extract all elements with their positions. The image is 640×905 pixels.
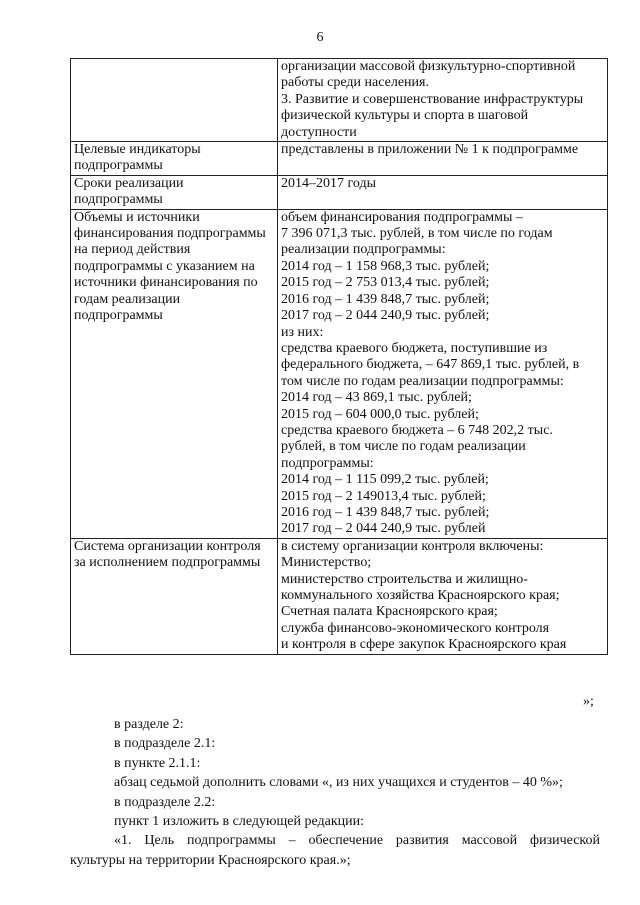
closing-quote: »; (583, 694, 594, 709)
page-number: 6 (316, 30, 324, 45)
text-line: служба финансово-экономического контроля (281, 620, 550, 636)
text-line: за исполнением подпрограммы (74, 555, 261, 571)
table-row (71, 538, 608, 654)
paragraph: в пункте 2.1.1: (114, 755, 201, 771)
text-line: Система организации контроля (74, 538, 261, 554)
text-line: работы среди населения. (281, 75, 429, 91)
text-line: 2014–2017 годы (281, 175, 377, 191)
table-cell-label (71, 538, 278, 654)
paragraph: пункт 1 изложить в следующей редакции: (114, 814, 364, 830)
text-line: подпрограммы (74, 308, 163, 324)
text-line: федерального бюджета, – 647 869,1 тыс. рублей, в (281, 357, 580, 373)
table-cell-label (71, 59, 278, 142)
table-cell-value (278, 142, 608, 176)
table-cell-value (278, 209, 608, 538)
paragraph: «1. Цель подпрограммы – обеспечение развития массовой физической (114, 833, 600, 849)
table-cell-value (278, 538, 608, 654)
text-line: подпрограммы (74, 158, 163, 174)
text-line: 2017 год – 2 044 240,9 тыс. рублей (281, 521, 486, 537)
text-line: организации массовой физкультурно-спортивной (281, 59, 576, 74)
text-line: Сроки реализации (74, 175, 184, 191)
text-line: рублей, в том числе по годам реализации (281, 439, 526, 455)
text-line: финансирования подпрограммы (74, 226, 266, 242)
text-line: подпрограммы (74, 192, 163, 208)
text-line: министерство строительства и жилищно- (281, 571, 528, 587)
amendment-text (70, 715, 600, 870)
text-line: в систему организации контроля включены: (281, 538, 544, 554)
text-line: 3. Развитие и совершенствование инфраструктуры (281, 91, 584, 107)
text-line: источники финансирования по (74, 275, 258, 291)
text-line: том числе по годам реализации подпрограммы: (281, 373, 564, 389)
text-line: Министерство; (281, 555, 372, 571)
text-line: коммунального хозяйства Красноярского края; (281, 588, 560, 603)
text-line: подпрограммы с указанием на (74, 258, 255, 274)
text-line: объем финансирования подпрограммы – (281, 209, 523, 225)
text-line: 2016 год – 1 439 848,7 тыс. рублей; (281, 504, 490, 520)
text-line: 2014 год – 1 115 099,2 тыс. рублей; (281, 472, 489, 488)
text-line: Объемы и источники (74, 209, 200, 225)
text-line: Счетная палата Красноярского края; (281, 604, 498, 620)
text-line: Целевые индикаторы (74, 142, 201, 158)
text-line: 7 396 071,3 тыс. рублей, в том числе по годам (281, 226, 553, 242)
text-line: и контроля в сфере закупок Красноярского края (281, 637, 567, 653)
table-cell-label (71, 142, 278, 176)
text-line: доступности (281, 124, 357, 140)
text-line: 2015 год – 604 000,0 тыс. рублей; (281, 406, 479, 422)
text-line: представлены в приложении № 1 к подпрограмме (281, 142, 579, 158)
table-row (71, 175, 608, 209)
text-line: средства краевого бюджета, поступившие из (281, 340, 548, 356)
subprogram-passport-table (70, 58, 608, 655)
table-cell-value (278, 175, 608, 209)
table-row (71, 142, 608, 176)
table-row (71, 59, 608, 142)
text-line: 2017 год – 2 044 240,9 тыс. рублей; (281, 308, 490, 324)
text-line: 2016 год – 1 439 848,7 тыс. рублей; (281, 291, 490, 307)
text-line: физической культуры и спорта в шаговой (281, 108, 529, 124)
table-cell-label (71, 209, 278, 538)
table-row (71, 209, 608, 538)
text-line: на период действия (74, 242, 191, 258)
table-cell-label (71, 175, 278, 209)
text-line: годам реализации (74, 291, 181, 307)
text-line: реализации подпрограммы: (281, 242, 446, 258)
text-line: 2014 год – 43 869,1 тыс. рублей; (281, 390, 472, 406)
text-line: средства краевого бюджета – 6 748 202,2 тыс. (281, 422, 553, 438)
text-line: подпрограммы: (281, 455, 374, 471)
paragraph: абзац седьмой дополнить словами «, из них учащихся и студентов – 40 %»; (114, 775, 563, 791)
paragraph: в разделе 2: (114, 717, 184, 732)
paragraph: в подразделе 2.1: (114, 736, 216, 752)
text-line: 2014 год – 1 158 968,3 тыс. рублей; (281, 258, 490, 274)
text-line: из них: (281, 324, 324, 340)
text-line: 2015 год – 2 753 013,4 тыс. рублей; (281, 275, 490, 291)
text-line: 2015 год – 2 149013,4 тыс. рублей; (281, 488, 486, 504)
table-cell-value (278, 59, 608, 142)
paragraph-continuation: культуры на территории Красноярского края.»; (70, 852, 351, 868)
paragraph: в подразделе 2.2: (114, 794, 216, 810)
